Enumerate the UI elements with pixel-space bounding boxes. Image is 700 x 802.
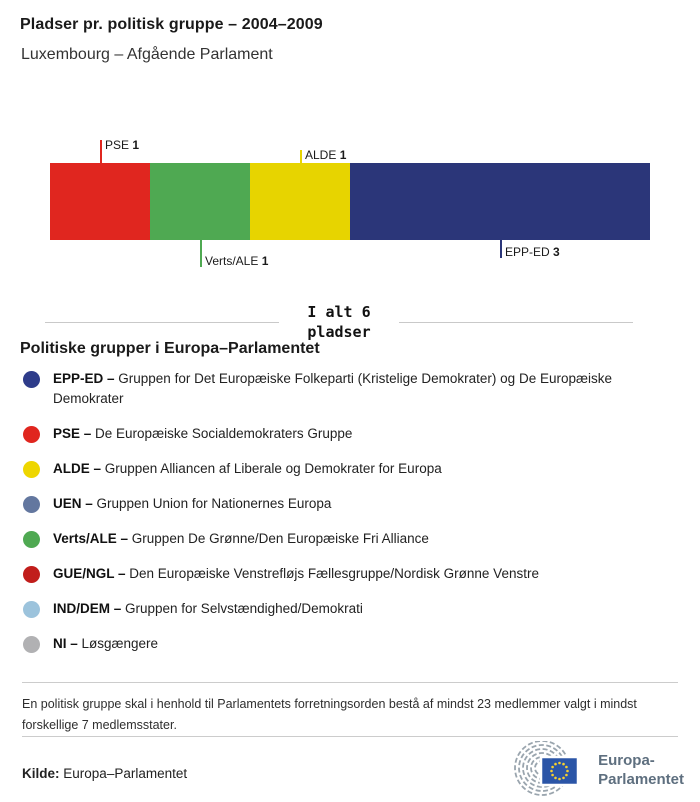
- total-divider-right: [399, 322, 633, 323]
- callout-tick-ALDE: [300, 150, 302, 163]
- legend-dot: [23, 371, 40, 388]
- page-title: Pladser pr. politisk gruppe – 2004–2009: [20, 16, 323, 33]
- source-line: [22, 766, 187, 781]
- legend-dot: [23, 636, 40, 653]
- logo-line2: Parlamentet: [598, 771, 684, 788]
- legend-dot: [23, 496, 40, 513]
- legend-dot: [23, 461, 40, 478]
- seat-bar-chart: [0, 130, 700, 290]
- legend-item-text: PSE – De Europæiske Socialdemokraters Gruppe: [53, 426, 353, 441]
- footnote-divider-bottom: [22, 736, 678, 737]
- logo-line1: Europa-: [598, 752, 655, 769]
- legend-item-text: Verts/ALE – Gruppen De Grønne/Den Europæiske Fri Alliance: [53, 531, 429, 546]
- total-divider-left: [45, 322, 279, 323]
- legend-item-text: UEN – Gruppen Union for Nationernes Europa: [53, 496, 332, 511]
- source-label: Kilde:: [22, 766, 60, 781]
- callout-tick-PSE: [100, 140, 102, 163]
- source-value: Europa–Parlamentet: [63, 766, 188, 781]
- bar-segment-Verts/ALE: [150, 163, 250, 240]
- bar-segment-EPP-ED: [350, 163, 650, 240]
- legend-dot: [23, 601, 40, 618]
- legend-heading: Politiske grupper i Europa–Parlamentet: [20, 340, 320, 357]
- legend-item-text: IND/DEM – Gruppen for Selvstændighed/Demokrati: [53, 601, 363, 616]
- footnote-divider-top: [22, 682, 678, 683]
- total-seats-label: [307, 302, 370, 342]
- legend-dot: [23, 566, 40, 583]
- page-subtitle: Luxembourg – Afgående Parlament: [21, 46, 273, 63]
- legend-dot: [23, 531, 40, 548]
- legend-item: [20, 494, 660, 514]
- bar-label-Verts/ALE: Verts/ALE 1: [205, 254, 269, 268]
- callout-tick-EPP-ED: [500, 240, 502, 258]
- legend-item: [20, 369, 660, 409]
- legend-item: [20, 634, 660, 654]
- bar-segment-PSE: [50, 163, 150, 240]
- total-seats: [45, 302, 633, 342]
- bar-label-EPP-ED: EPP-ED 3: [505, 245, 560, 259]
- total-line2: pladser: [307, 323, 371, 341]
- bar-segment-ALDE: [250, 163, 350, 240]
- legend-item: [20, 599, 660, 619]
- legend-item-text: EPP-ED – Gruppen for Det Europæiske Folkeparti (Kristelige Demokrater) og De Europæiske Demokrater: [53, 371, 612, 406]
- legend-item: [20, 424, 660, 444]
- callout-tick-Verts/ALE: [200, 240, 202, 267]
- logo-text: [598, 751, 684, 789]
- legend-item-text: ALDE – Gruppen Alliancen af Liberale og Demokrater for Europa: [53, 461, 442, 476]
- european-parliament-logo: [512, 741, 684, 799]
- legend-dot: [23, 426, 40, 443]
- legend-item: [20, 564, 660, 584]
- footnote: En politisk gruppe skal i henhold til Parlamentets forretningsorden bestå af mindst 23 medlemmer valgt i mindst forskellige 7 medlemsstater.: [22, 697, 637, 732]
- bar-label-ALDE: ALDE 1: [305, 148, 347, 162]
- legend-item: [20, 459, 660, 479]
- legend-item-text: NI – Løsgængere: [53, 636, 159, 651]
- legend-list: [20, 369, 660, 669]
- legend-item-text: GUE/NGL – Den Europæiske Venstrefløjs Fællesgruppe/Nordisk Grønne Venstre: [53, 566, 539, 581]
- total-line1: I alt 6: [307, 303, 371, 321]
- legend-item: [20, 529, 660, 549]
- eu-flag-icon: [541, 757, 578, 785]
- hemicycle-icon: [512, 741, 592, 799]
- bar-label-PSE: PSE 1: [105, 138, 140, 152]
